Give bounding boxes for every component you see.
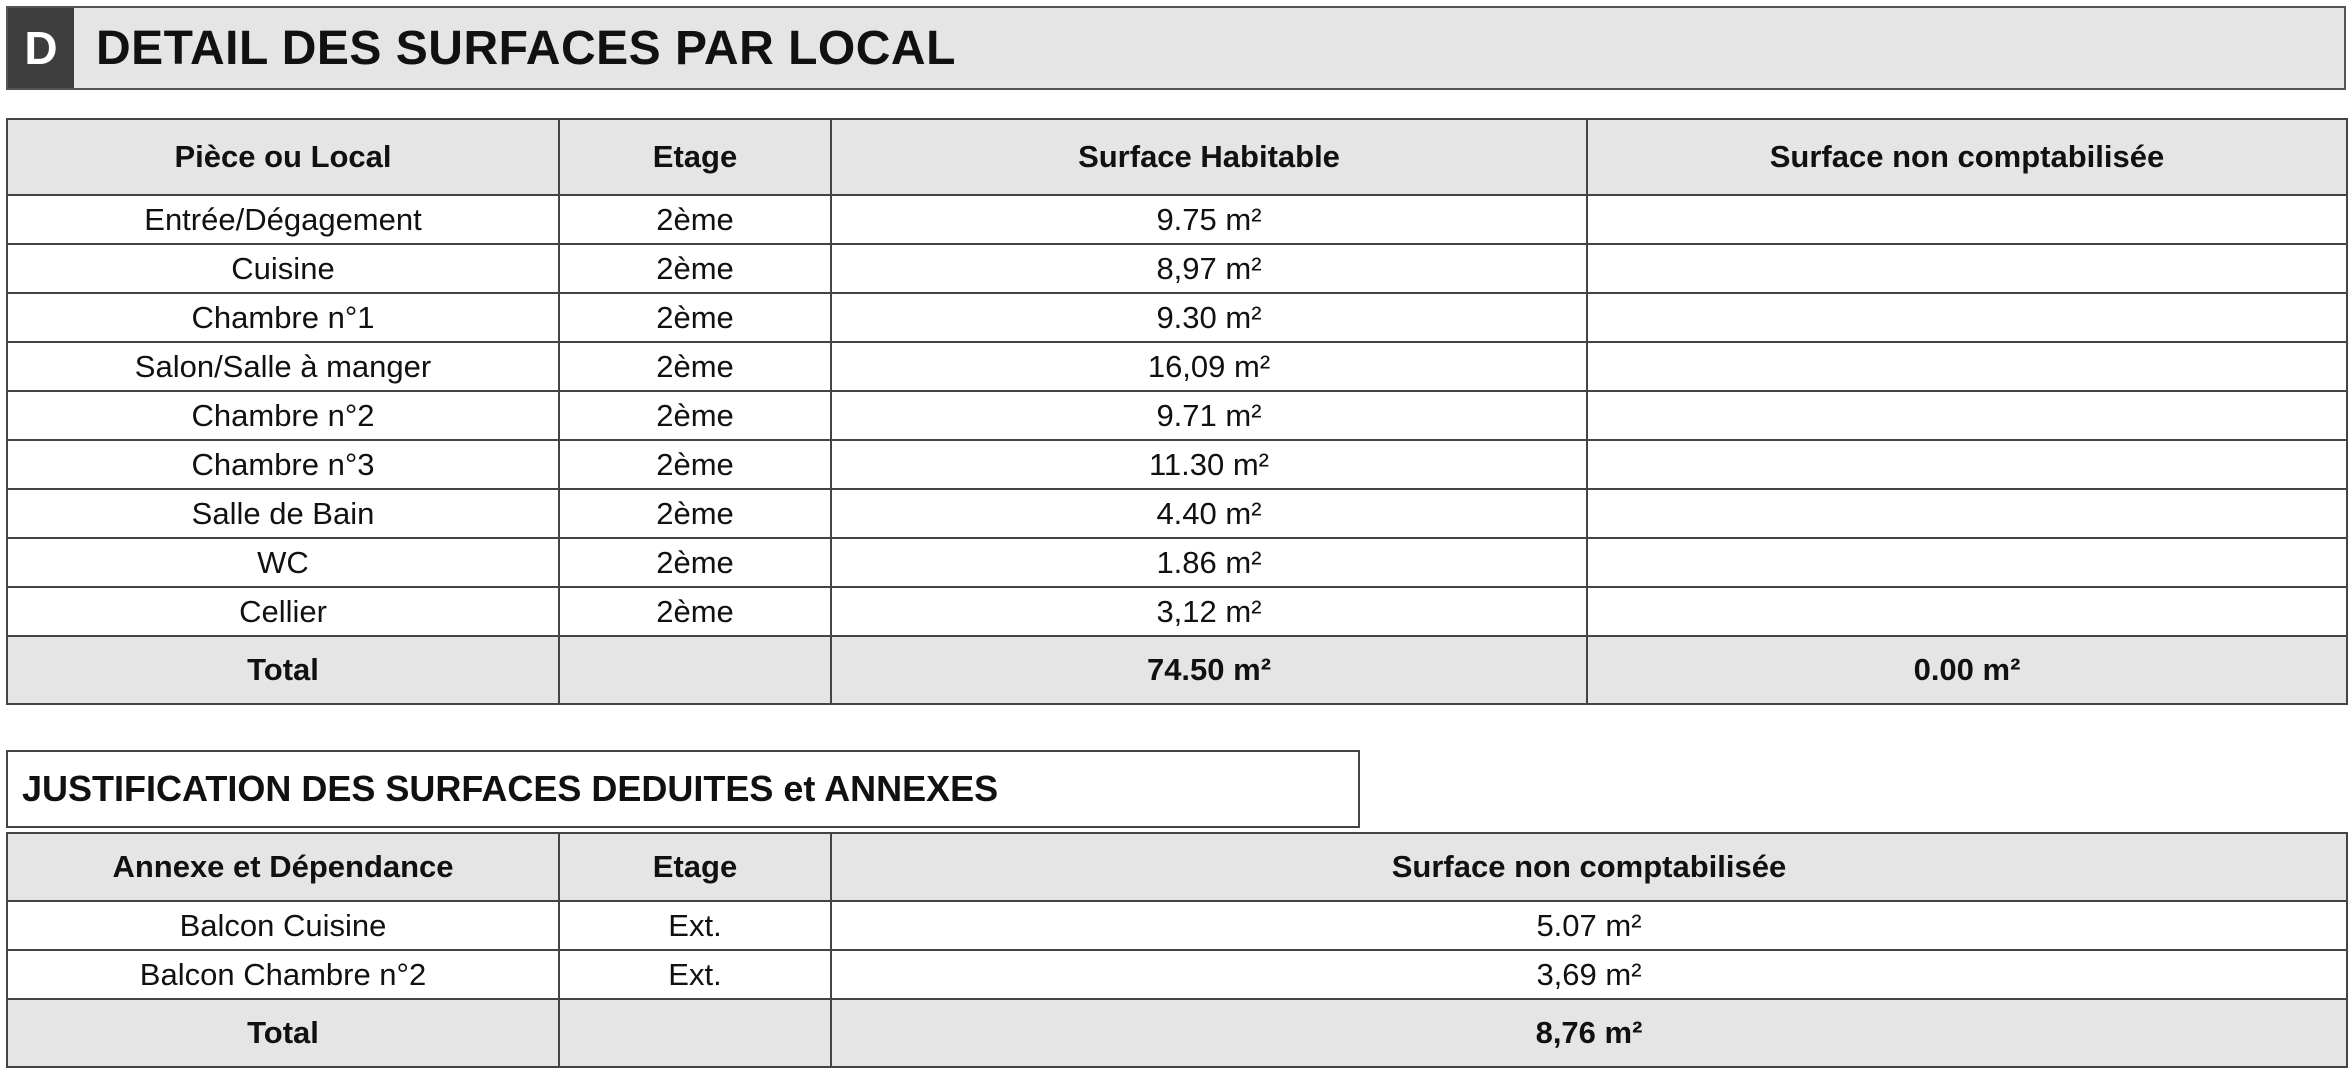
cell-surface-habitable: 16,09 m² [831, 342, 1587, 391]
cell-surface-non-comptabilisee [1587, 489, 2347, 538]
total-surface-non-comptabilisee: 0.00 m² [1587, 636, 2347, 704]
cell-piece: Cellier [7, 587, 559, 636]
table-row [7, 391, 2347, 440]
cell-etage: 2ème [559, 244, 831, 293]
total-surface-non-comptabilisee: 8,76 m² [831, 999, 2347, 1067]
total-label: Total [7, 999, 559, 1067]
table-row [7, 587, 2347, 636]
cell-piece: Chambre n°3 [7, 440, 559, 489]
cell-surface-non-comptabilisee: 5.07 m² [831, 901, 2347, 950]
cell-etage: 2ème [559, 538, 831, 587]
cell-surface-non-comptabilisee [1587, 195, 2347, 244]
cell-piece: Salle de Bain [7, 489, 559, 538]
section-title: DETAIL DES SURFACES PAR LOCAL [96, 21, 956, 75]
table-header-row [7, 833, 2347, 901]
cell-surface-non-comptabilisee [1587, 440, 2347, 489]
cell-etage: 2ème [559, 342, 831, 391]
cell-surface-non-comptabilisee [1587, 244, 2347, 293]
cell-etage: 2ème [559, 587, 831, 636]
table-row [7, 489, 2347, 538]
cell-etage: 2ème [559, 195, 831, 244]
cell-annexe: Balcon Cuisine [7, 901, 559, 950]
column-header-piece: Pièce ou Local [7, 119, 559, 195]
cell-etage: 2ème [559, 489, 831, 538]
column-header-surface-habitable: Surface Habitable [831, 119, 1587, 195]
cell-etage: Ext. [559, 901, 831, 950]
cell-piece: WC [7, 538, 559, 587]
cell-etage: 2ème [559, 440, 831, 489]
section-header [6, 6, 2346, 90]
column-header-surface-non-comptabilisee: Surface non comptabilisée [1587, 119, 2347, 195]
table-header-row [7, 119, 2347, 195]
cell-surface-habitable: 3,12 m² [831, 587, 1587, 636]
cell-surface-habitable: 1.86 m² [831, 538, 1587, 587]
cell-annexe: Balcon Chambre n°2 [7, 950, 559, 999]
cell-piece: Chambre n°1 [7, 293, 559, 342]
cell-surface-non-comptabilisee [1587, 391, 2347, 440]
total-row [7, 999, 2347, 1067]
table-row [7, 538, 2347, 587]
column-header-annexe: Annexe et Dépendance [7, 833, 559, 901]
cell-surface-habitable: 9.75 m² [831, 195, 1587, 244]
justification-title: JUSTIFICATION DES SURFACES DEDUITES et ANNEXES [6, 750, 1360, 828]
cell-surface-non-comptabilisee [1587, 342, 2347, 391]
column-header-surface-non-comptabilisee: Surface non comptabilisée [831, 833, 2347, 901]
cell-etage: Ext. [559, 950, 831, 999]
table-row [7, 950, 2347, 999]
table-row [7, 195, 2347, 244]
section-letter-badge: D [8, 8, 74, 88]
cell-piece: Cuisine [7, 244, 559, 293]
total-surface-habitable: 74.50 m² [831, 636, 1587, 704]
cell-surface-non-comptabilisee [1587, 587, 2347, 636]
cell-piece: Salon/Salle à manger [7, 342, 559, 391]
table-row [7, 901, 2347, 950]
total-label: Total [7, 636, 559, 704]
annexes-table [6, 832, 2348, 1068]
surfaces-table [6, 118, 2348, 705]
total-etage [559, 636, 831, 704]
column-header-etage: Etage [559, 119, 831, 195]
cell-surface-habitable: 8,97 m² [831, 244, 1587, 293]
cell-surface-habitable: 11.30 m² [831, 440, 1587, 489]
cell-surface-non-comptabilisee [1587, 293, 2347, 342]
cell-etage: 2ème [559, 293, 831, 342]
table-row [7, 440, 2347, 489]
cell-surface-habitable: 9.71 m² [831, 391, 1587, 440]
cell-piece: Chambre n°2 [7, 391, 559, 440]
cell-surface-non-comptabilisee: 3,69 m² [831, 950, 2347, 999]
column-header-etage: Etage [559, 833, 831, 901]
cell-surface-habitable: 4.40 m² [831, 489, 1587, 538]
table-row [7, 293, 2347, 342]
table-row [7, 244, 2347, 293]
cell-surface-habitable: 9.30 m² [831, 293, 1587, 342]
cell-piece: Entrée/Dégagement [7, 195, 559, 244]
cell-etage: 2ème [559, 391, 831, 440]
total-row [7, 636, 2347, 704]
cell-surface-non-comptabilisee [1587, 538, 2347, 587]
table-row [7, 342, 2347, 391]
total-etage [559, 999, 831, 1067]
